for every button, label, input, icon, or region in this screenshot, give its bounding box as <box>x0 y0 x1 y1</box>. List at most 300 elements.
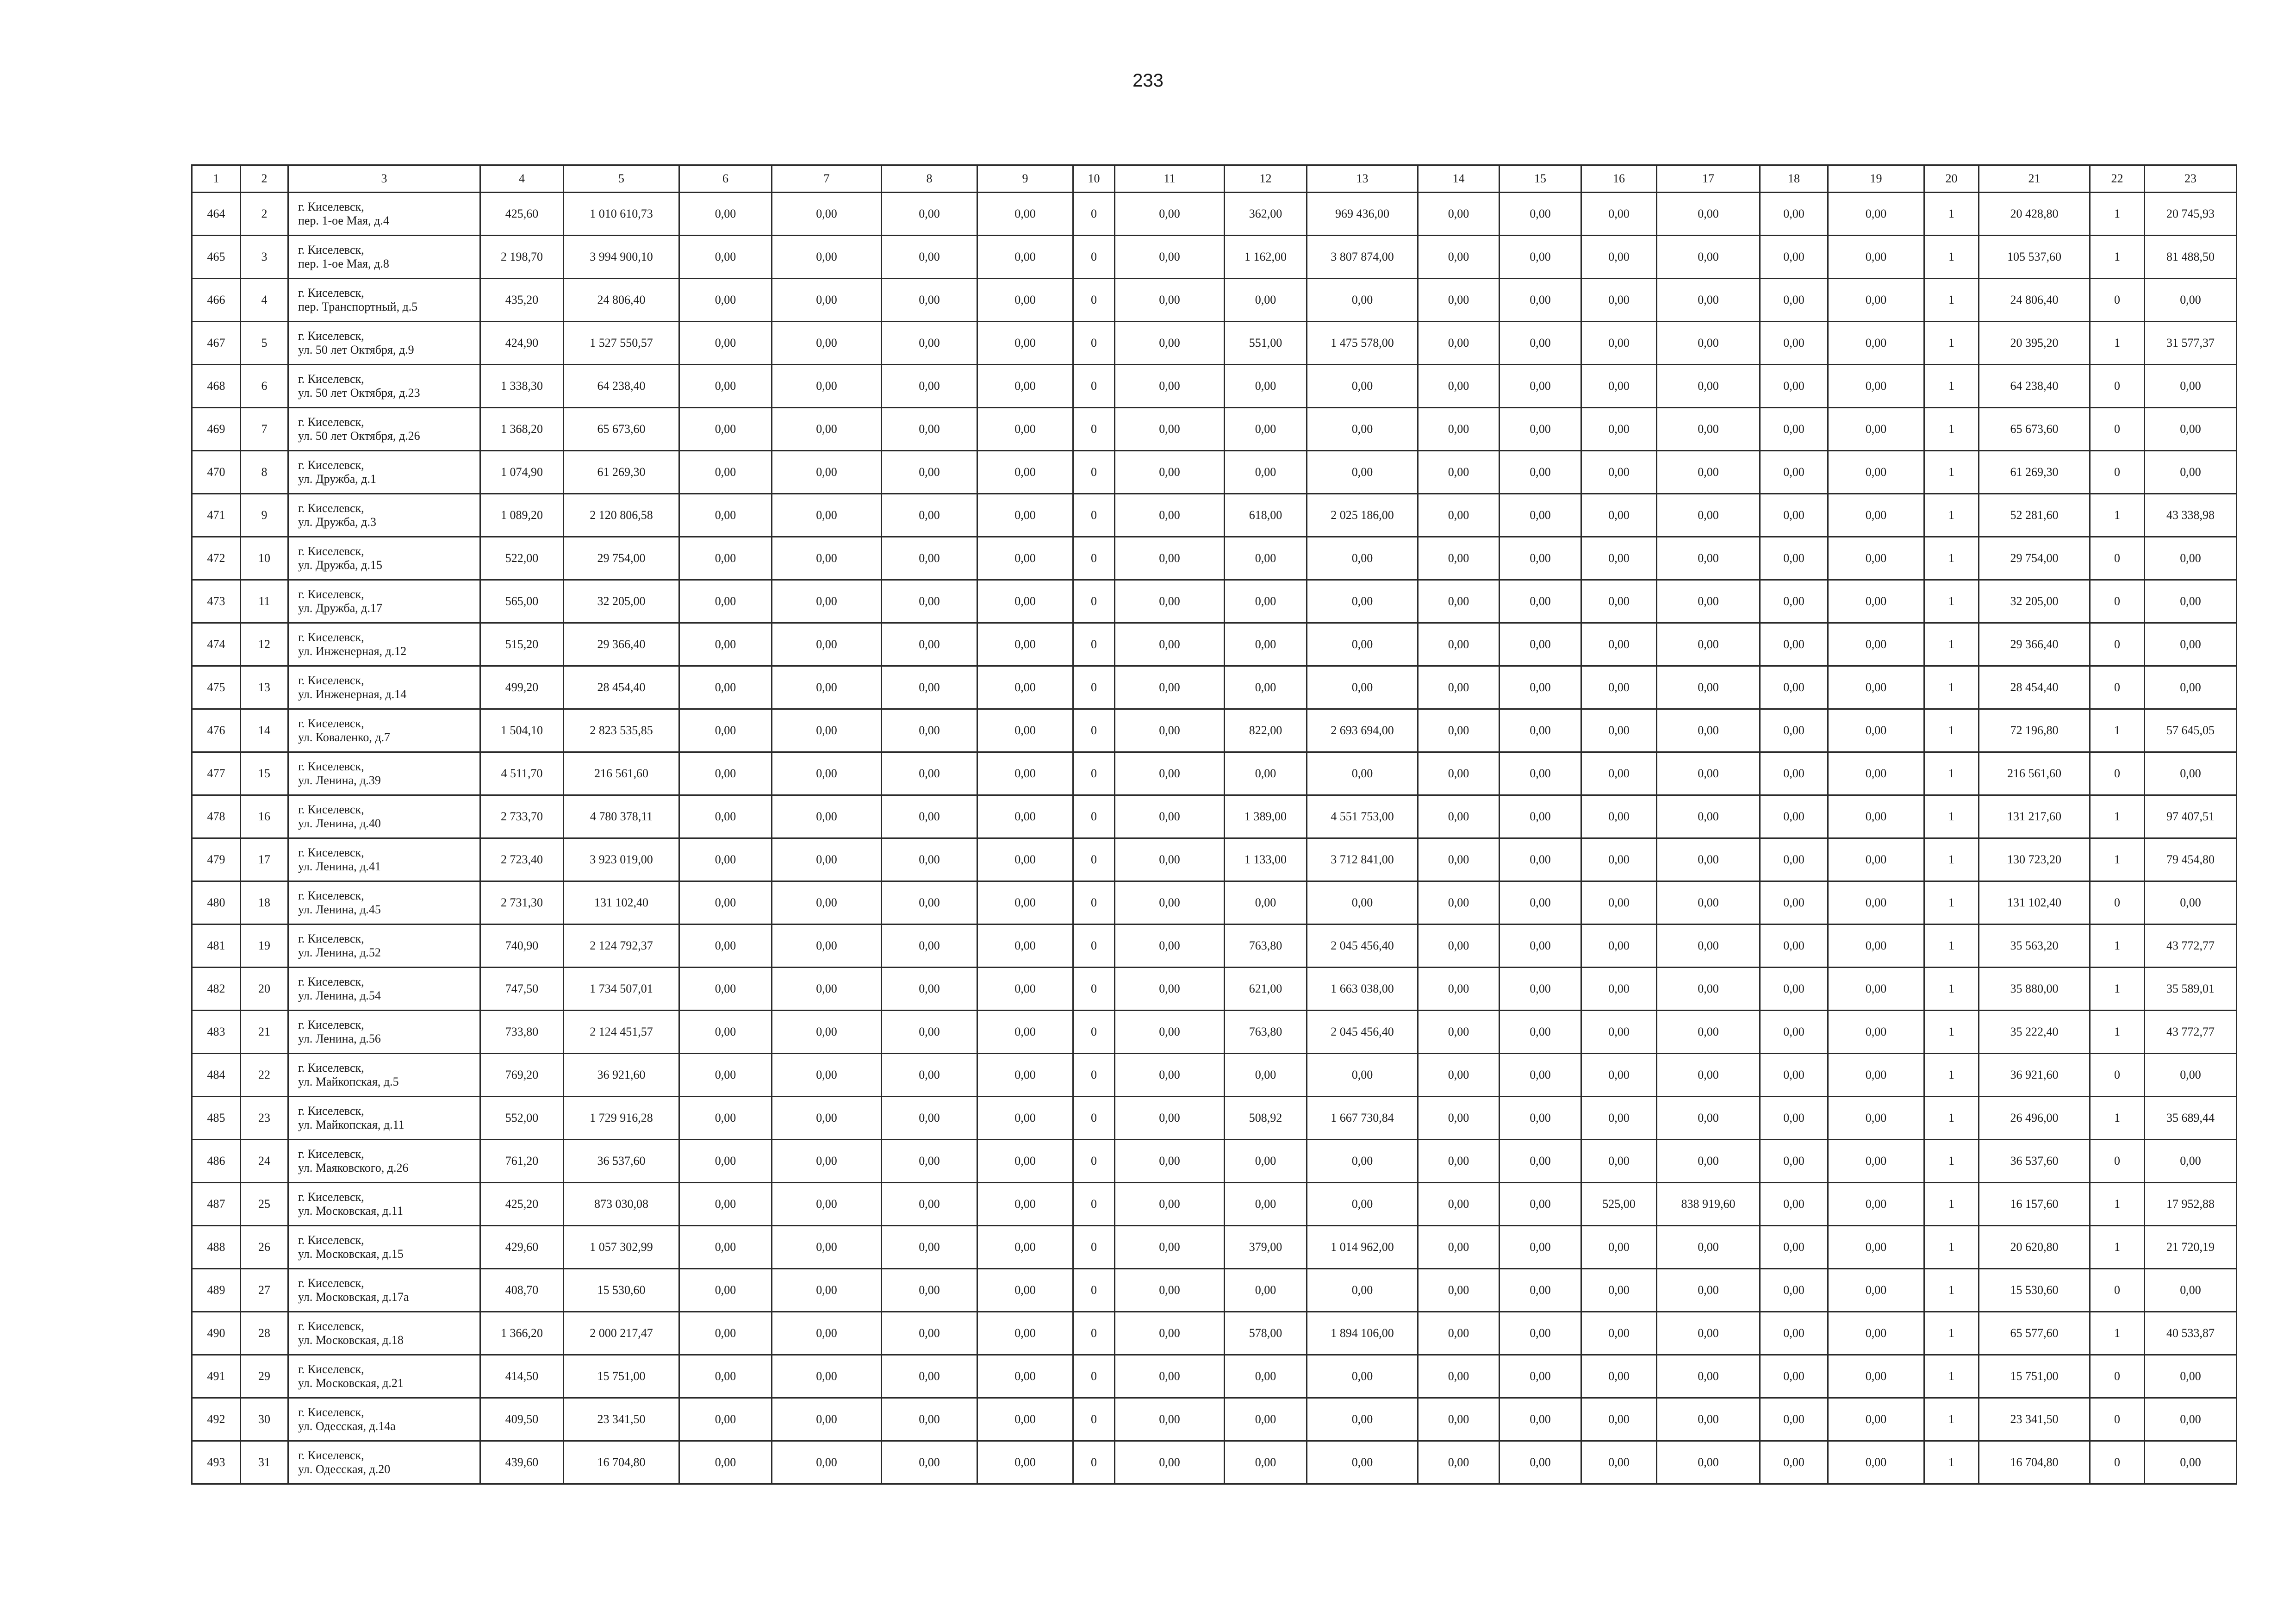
table-row <box>192 838 2237 881</box>
header-cell: 14 <box>1418 165 1500 193</box>
table-cell: 0,00 <box>977 968 1073 1011</box>
address-street: ул. Майкопская, д.11 <box>298 1118 404 1131</box>
table-cell: 72 196,80 <box>1979 709 2090 752</box>
address-cell <box>288 1183 480 1226</box>
table-cell: 474 <box>192 623 241 666</box>
table-cell: 0,00 <box>1115 408 1225 451</box>
table-cell: 0 <box>1073 580 1115 623</box>
table-cell: 0,00 <box>1657 795 1760 838</box>
table-row <box>192 193 2237 236</box>
table-cell: 0,00 <box>2145 1441 2237 1484</box>
table-cell: 43 772,77 <box>2145 924 2237 968</box>
table-cell: 1 366,20 <box>480 1312 564 1355</box>
address-street: ул. Одесская, д.20 <box>298 1462 391 1476</box>
table-cell: 29 366,40 <box>564 623 679 666</box>
table-row <box>192 451 2237 494</box>
table-cell: 493 <box>192 1441 241 1484</box>
table-cell: 0,00 <box>1500 1312 1581 1355</box>
table-cell: 468 <box>192 365 241 408</box>
table-row <box>192 1441 2237 1484</box>
table-cell: 0,00 <box>1307 1054 1418 1097</box>
table-cell: 0,00 <box>772 1312 882 1355</box>
table-cell: 0 <box>1073 537 1115 580</box>
table-cell: 0,00 <box>2145 881 2237 924</box>
table-cell: 0,00 <box>1225 365 1307 408</box>
table-cell: 18 <box>241 881 288 924</box>
table-cell: 0,00 <box>1500 838 1581 881</box>
table-cell: 0,00 <box>1115 623 1225 666</box>
table-cell: 0,00 <box>882 1441 977 1484</box>
table-row <box>192 365 2237 408</box>
table-cell: 0,00 <box>2145 580 2237 623</box>
table-cell: 130 723,20 <box>1979 838 2090 881</box>
table-cell: 1 <box>1924 193 1979 236</box>
table-cell: 0,00 <box>1500 1011 1581 1054</box>
table-cell: 16 157,60 <box>1979 1183 2090 1226</box>
table-cell: 35 563,20 <box>1979 924 2090 968</box>
table-cell: 1 <box>1924 537 1979 580</box>
table-cell: 838 919,60 <box>1657 1183 1760 1226</box>
table-cell: 0,00 <box>1225 1398 1307 1441</box>
table-cell: 0,00 <box>1418 408 1500 451</box>
table-cell: 0,00 <box>1307 623 1418 666</box>
table-cell: 0,00 <box>1828 193 1924 236</box>
table-cell: 0,00 <box>1307 365 1418 408</box>
table-cell: 0,00 <box>1500 968 1581 1011</box>
table-row <box>192 752 2237 795</box>
table-cell: 0 <box>1073 1011 1115 1054</box>
table-cell: 0,00 <box>679 1269 772 1312</box>
table-cell: 1 <box>1924 494 1979 537</box>
address-street: ул. Ленина, д.52 <box>298 946 381 959</box>
table-cell: 0,00 <box>1657 752 1760 795</box>
table-cell: 0,00 <box>1828 580 1924 623</box>
table-cell: 1 663 038,00 <box>1307 968 1418 1011</box>
table-cell: 1 014 962,00 <box>1307 1226 1418 1269</box>
table-cell: 1 <box>2090 795 2145 838</box>
table-cell: 484 <box>192 1054 241 1097</box>
table-cell: 0 <box>1073 1140 1115 1183</box>
table-cell: 0,00 <box>1828 1269 1924 1312</box>
table-cell: 36 921,60 <box>1979 1054 2090 1097</box>
table-cell: 0,00 <box>1657 193 1760 236</box>
table-cell: 0,00 <box>1307 1269 1418 1312</box>
address-street: ул. Ленина, д.39 <box>298 774 381 787</box>
table-cell: 29 754,00 <box>564 537 679 580</box>
table-cell: 499,20 <box>480 666 564 709</box>
table-row <box>192 537 2237 580</box>
table-cell: 578,00 <box>1225 1312 1307 1355</box>
table-cell: 1 <box>1924 752 1979 795</box>
table-cell: 0 <box>1073 451 1115 494</box>
table-cell: 1 <box>1924 623 1979 666</box>
table-cell: 0,00 <box>1828 365 1924 408</box>
table-cell: 29 754,00 <box>1979 537 2090 580</box>
table-cell: 0,00 <box>1115 1011 1225 1054</box>
table-cell: 35 689,44 <box>2145 1097 2237 1140</box>
address-street: ул. 50 лет Октября, д.26 <box>298 429 420 443</box>
table-cell: 2 000 217,47 <box>564 1312 679 1355</box>
table-cell: 0 <box>1073 623 1115 666</box>
table-cell: 487 <box>192 1183 241 1226</box>
table-cell: 1 729 916,28 <box>564 1097 679 1140</box>
table-cell: 0,00 <box>679 451 772 494</box>
table-cell: 0,00 <box>679 924 772 968</box>
table-cell: 0,00 <box>1657 666 1760 709</box>
table-cell: 0,00 <box>1657 1226 1760 1269</box>
table-cell: 0,00 <box>1418 580 1500 623</box>
table-cell: 0,00 <box>1500 924 1581 968</box>
table-cell: 2 693 694,00 <box>1307 709 1418 752</box>
table-cell: 464 <box>192 193 241 236</box>
table-cell: 4 780 378,11 <box>564 795 679 838</box>
table-cell: 0,00 <box>1581 1355 1657 1398</box>
table-cell: 0,00 <box>882 236 977 279</box>
table-cell: 0,00 <box>1307 1441 1418 1484</box>
table-cell: 0,00 <box>679 408 772 451</box>
table-cell: 81 488,50 <box>2145 236 2237 279</box>
table-cell: 481 <box>192 924 241 968</box>
table-cell: 0,00 <box>1115 1054 1225 1097</box>
table-cell: 15 <box>241 752 288 795</box>
table-cell: 35 589,01 <box>2145 968 2237 1011</box>
table-cell: 105 537,60 <box>1979 236 2090 279</box>
table-cell: 0,00 <box>1115 1183 1225 1226</box>
table-cell: 0,00 <box>1418 494 1500 537</box>
table-cell: 0,00 <box>1115 924 1225 968</box>
table-cell: 0,00 <box>1657 1140 1760 1183</box>
table-cell: 480 <box>192 881 241 924</box>
table-cell: 0,00 <box>1225 537 1307 580</box>
table-cell: 0,00 <box>1828 1054 1924 1097</box>
table-cell: 0,00 <box>977 1140 1073 1183</box>
address-street: ул. Ленина, д.45 <box>298 903 381 916</box>
table-cell: 0 <box>1073 752 1115 795</box>
table-cell: 0 <box>2090 537 2145 580</box>
table-cell: 0,00 <box>1581 709 1657 752</box>
table-row <box>192 795 2237 838</box>
header-cell: 12 <box>1225 165 1307 193</box>
table-cell: 21 <box>241 1011 288 1054</box>
table-cell: 43 338,98 <box>2145 494 2237 537</box>
table-cell: 0,00 <box>1418 1441 1500 1484</box>
table-cell: 0,00 <box>679 1097 772 1140</box>
address-city: г. Киселевск, <box>298 1362 364 1376</box>
table-cell: 216 561,60 <box>564 752 679 795</box>
address-cell <box>288 236 480 279</box>
table-cell: 424,90 <box>480 322 564 365</box>
header-cell: 2 <box>241 165 288 193</box>
table-cell: 0,00 <box>1500 666 1581 709</box>
address-street: ул. Ленина, д.41 <box>298 860 381 873</box>
table-cell: 0,00 <box>1581 1441 1657 1484</box>
table-cell: 40 533,87 <box>2145 1312 2237 1355</box>
table-cell: 0,00 <box>1418 322 1500 365</box>
table-cell: 0,00 <box>772 1183 882 1226</box>
table-cell: 0,00 <box>1828 1441 1924 1484</box>
table-cell: 0,00 <box>977 494 1073 537</box>
table-cell: 0 <box>2090 623 2145 666</box>
table-cell: 0,00 <box>1307 881 1418 924</box>
table-cell: 0,00 <box>1760 1054 1828 1097</box>
table-cell: 0,00 <box>882 537 977 580</box>
table-cell: 0,00 <box>1581 1011 1657 1054</box>
table-cell: 0,00 <box>1225 666 1307 709</box>
table-cell: 0 <box>1073 236 1115 279</box>
table-cell: 0,00 <box>1418 537 1500 580</box>
address-cell <box>288 1097 480 1140</box>
table-cell: 0 <box>2090 666 2145 709</box>
header-cell: 15 <box>1500 165 1581 193</box>
table-cell: 0,00 <box>2145 1398 2237 1441</box>
address-city: г. Киселевск, <box>298 587 364 601</box>
table-cell: 1 <box>1924 451 1979 494</box>
table-cell: 0,00 <box>772 709 882 752</box>
table-cell: 0,00 <box>1828 451 1924 494</box>
table-cell: 1 <box>1924 408 1979 451</box>
table-cell: 0,00 <box>1115 1140 1225 1183</box>
table-cell: 0,00 <box>1307 1355 1418 1398</box>
table-cell: 31 577,37 <box>2145 322 2237 365</box>
table-cell: 12 <box>241 623 288 666</box>
table-cell: 0,00 <box>882 968 977 1011</box>
table-cell: 1 <box>1924 1398 1979 1441</box>
address-street: ул. 50 лет Октября, д.9 <box>298 343 414 356</box>
table-cell: 435,20 <box>480 279 564 322</box>
address-cell <box>288 752 480 795</box>
address-city: г. Киселевск, <box>298 1061 364 1074</box>
table-cell: 0,00 <box>1418 1355 1500 1398</box>
table-cell: 32 205,00 <box>1979 580 2090 623</box>
table-cell: 0,00 <box>1760 1011 1828 1054</box>
table-cell: 0,00 <box>2145 408 2237 451</box>
table-cell: 379,00 <box>1225 1226 1307 1269</box>
table-cell: 1 057 302,99 <box>564 1226 679 1269</box>
table-cell: 131 217,60 <box>1979 795 2090 838</box>
table-cell: 32 205,00 <box>564 580 679 623</box>
table-cell: 0,00 <box>1657 365 1760 408</box>
table-cell: 1 <box>2090 838 2145 881</box>
table-cell: 485 <box>192 1097 241 1140</box>
header-cell: 13 <box>1307 165 1418 193</box>
table-cell: 24 <box>241 1140 288 1183</box>
table-cell: 0,00 <box>1500 1269 1581 1312</box>
table-cell: 1 <box>2090 236 2145 279</box>
table-cell: 1 <box>2090 1011 2145 1054</box>
data-table <box>191 164 2237 1485</box>
table-cell: 0,00 <box>1581 451 1657 494</box>
address-city: г. Киселевск, <box>298 1319 364 1333</box>
address-cell <box>288 795 480 838</box>
table-cell: 0,00 <box>1581 838 1657 881</box>
table-cell: 0 <box>2090 1441 2145 1484</box>
address-cell <box>288 1054 480 1097</box>
table-cell: 0,00 <box>1760 881 1828 924</box>
table-cell: 23 341,50 <box>1979 1398 2090 1441</box>
address-street: ул. Дружба, д.15 <box>298 558 382 572</box>
table-cell: 0 <box>1073 408 1115 451</box>
table-cell: 0,00 <box>882 924 977 968</box>
table-cell: 0,00 <box>1115 1398 1225 1441</box>
table-cell: 0,00 <box>679 494 772 537</box>
table-cell: 0,00 <box>1307 451 1418 494</box>
table-cell: 2 124 792,37 <box>564 924 679 968</box>
table-cell: 0,00 <box>1657 279 1760 322</box>
table-cell: 1 <box>2090 1312 2145 1355</box>
table-cell: 0,00 <box>1828 408 1924 451</box>
table-cell: 0,00 <box>679 795 772 838</box>
table-cell: 0,00 <box>1760 752 1828 795</box>
table-row <box>192 924 2237 968</box>
table-cell: 0,00 <box>977 537 1073 580</box>
table-cell: 0 <box>1073 365 1115 408</box>
table-cell: 0,00 <box>1500 1097 1581 1140</box>
table-cell: 0,00 <box>1581 924 1657 968</box>
table-cell: 0,00 <box>1500 752 1581 795</box>
address-cell <box>288 968 480 1011</box>
table-cell: 747,50 <box>480 968 564 1011</box>
table-cell: 0,00 <box>679 322 772 365</box>
table-cell: 439,60 <box>480 1441 564 1484</box>
address-street: пер. 1-ое Мая, д.4 <box>298 214 389 227</box>
table-cell: 7 <box>241 408 288 451</box>
table-cell: 19 <box>241 924 288 968</box>
table-cell: 0,00 <box>977 365 1073 408</box>
table-cell: 0,00 <box>1225 1441 1307 1484</box>
table-cell: 873 030,08 <box>564 1183 679 1226</box>
table-cell: 0,00 <box>1307 666 1418 709</box>
table-cell: 0,00 <box>1657 537 1760 580</box>
table-cell: 618,00 <box>1225 494 1307 537</box>
table-cell: 0 <box>2090 408 2145 451</box>
address-cell <box>288 1011 480 1054</box>
table-cell: 822,00 <box>1225 709 1307 752</box>
table-cell: 0 <box>1073 1269 1115 1312</box>
table-cell: 0,00 <box>1657 709 1760 752</box>
table-cell: 0,00 <box>1581 1312 1657 1355</box>
table-cell: 0,00 <box>772 365 882 408</box>
table-cell: 0,00 <box>1418 451 1500 494</box>
table-cell: 1 <box>1924 1441 1979 1484</box>
table-cell: 551,00 <box>1225 322 1307 365</box>
table-cell: 0,00 <box>1657 1269 1760 1312</box>
table-cell: 0,00 <box>1418 1011 1500 1054</box>
table-cell: 1 <box>2090 494 2145 537</box>
table-cell: 65 673,60 <box>564 408 679 451</box>
table-cell: 0,00 <box>679 1183 772 1226</box>
address-street: ул. Инженерная, д.12 <box>298 644 407 658</box>
table-cell: 0,00 <box>1225 1269 1307 1312</box>
address-cell <box>288 1140 480 1183</box>
table-cell: 0,00 <box>679 1312 772 1355</box>
header-cell: 17 <box>1657 165 1760 193</box>
address-city: г. Киселевск, <box>298 415 364 429</box>
table-cell: 28 <box>241 1312 288 1355</box>
table-cell: 0,00 <box>1418 795 1500 838</box>
table-cell: 0 <box>2090 1054 2145 1097</box>
header-cell: 10 <box>1073 165 1115 193</box>
header-cell: 3 <box>288 165 480 193</box>
address-city: г. Киселевск, <box>298 458 364 472</box>
table-row <box>192 1054 2237 1097</box>
table-cell: 1 <box>1924 1183 1979 1226</box>
table-cell: 0,00 <box>1581 1140 1657 1183</box>
table-row <box>192 494 2237 537</box>
table-cell: 0,00 <box>1418 1312 1500 1355</box>
table-cell: 10 <box>241 537 288 580</box>
table-cell: 0,00 <box>977 666 1073 709</box>
table-cell: 469 <box>192 408 241 451</box>
table-cell: 0,00 <box>882 580 977 623</box>
table-cell: 0,00 <box>977 1097 1073 1140</box>
address-street: ул. Майкопская, д.5 <box>298 1075 399 1088</box>
address-city: г. Киселевск, <box>298 1276 364 1290</box>
table-cell: 2 124 451,57 <box>564 1011 679 1054</box>
table-cell: 0,00 <box>882 838 977 881</box>
table-cell: 0,00 <box>1657 322 1760 365</box>
table-cell: 489 <box>192 1269 241 1312</box>
table-cell: 0,00 <box>1115 580 1225 623</box>
table-cell: 0,00 <box>1828 881 1924 924</box>
table-cell: 769,20 <box>480 1054 564 1097</box>
table-cell: 3 807 874,00 <box>1307 236 1418 279</box>
table-cell: 0 <box>1073 1226 1115 1269</box>
address-city: г. Киселевск, <box>298 372 364 386</box>
address-cell <box>288 881 480 924</box>
table-cell: 0,00 <box>1828 279 1924 322</box>
table-cell: 429,60 <box>480 1226 564 1269</box>
table-cell: 0,00 <box>679 537 772 580</box>
table-cell: 488 <box>192 1226 241 1269</box>
table-cell: 15 530,60 <box>1979 1269 2090 1312</box>
table-cell: 0,00 <box>679 1355 772 1398</box>
address-street: пер. 1-ое Мая, д.8 <box>298 257 389 270</box>
table-cell: 471 <box>192 494 241 537</box>
table-cell: 552,00 <box>480 1097 564 1140</box>
table-cell: 0 <box>1073 1097 1115 1140</box>
table-cell: 0,00 <box>772 1398 882 1441</box>
table-cell: 0,00 <box>882 193 977 236</box>
table-cell: 0,00 <box>1760 795 1828 838</box>
table-cell: 0,00 <box>977 1269 1073 1312</box>
table-cell: 486 <box>192 1140 241 1183</box>
table-cell: 466 <box>192 279 241 322</box>
table-cell: 0,00 <box>2145 451 2237 494</box>
table-cell: 761,20 <box>480 1140 564 1183</box>
address-street: ул. Коваленко, д.7 <box>298 731 391 744</box>
table-cell: 0,00 <box>772 537 882 580</box>
table-cell: 0,00 <box>772 494 882 537</box>
address-city: г. Киселевск, <box>298 674 364 687</box>
address-cell <box>288 1398 480 1441</box>
table-cell: 1 <box>1924 236 1979 279</box>
table-cell: 0,00 <box>977 1312 1073 1355</box>
table-cell: 1 734 507,01 <box>564 968 679 1011</box>
table-cell: 1 <box>1924 838 1979 881</box>
table-cell: 0 <box>1073 279 1115 322</box>
table-cell: 0,00 <box>1581 580 1657 623</box>
header-cell: 8 <box>882 165 977 193</box>
table-cell: 0,00 <box>1657 1312 1760 1355</box>
table-cell: 0,00 <box>1828 1226 1924 1269</box>
table-cell: 23 <box>241 1097 288 1140</box>
table-cell: 0,00 <box>1760 623 1828 666</box>
table-cell: 1 <box>1924 1226 1979 1269</box>
address-cell <box>288 666 480 709</box>
address-street: ул. Одесская, д.14а <box>298 1419 396 1433</box>
table-cell: 0,00 <box>1760 1269 1828 1312</box>
table-cell: 0,00 <box>977 881 1073 924</box>
